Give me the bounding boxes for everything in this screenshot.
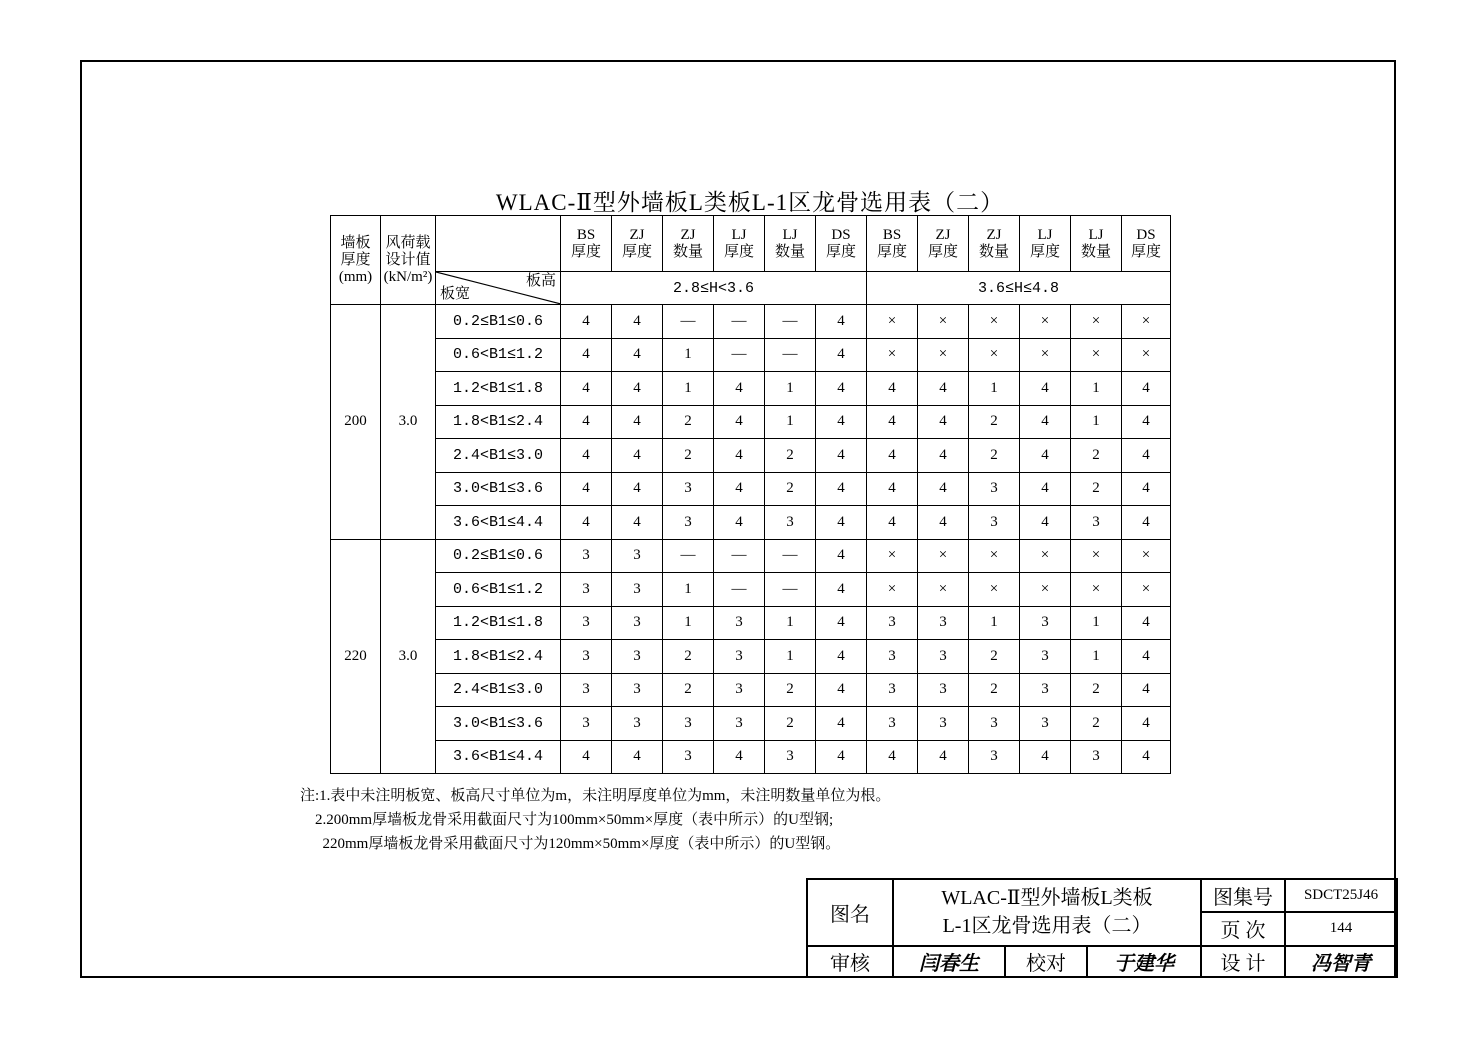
value-cell: 3 bbox=[612, 573, 663, 607]
value-cell: 4 bbox=[816, 606, 867, 640]
value-cell: 3 bbox=[612, 606, 663, 640]
value-cell: 4 bbox=[816, 740, 867, 774]
value-cell: 4 bbox=[714, 372, 765, 406]
width-range-cell: 0.6<B1≤1.2 bbox=[436, 573, 561, 607]
value-cell: 4 bbox=[918, 472, 969, 506]
value-cell: × bbox=[1122, 539, 1171, 573]
check-label: 校对 bbox=[1005, 946, 1087, 977]
value-cell: 3 bbox=[1071, 506, 1122, 540]
value-cell: 4 bbox=[1122, 673, 1171, 707]
value-cell: 4 bbox=[1020, 740, 1071, 774]
value-cell: 4 bbox=[714, 405, 765, 439]
table-row bbox=[331, 573, 1171, 607]
title-block bbox=[806, 878, 1398, 978]
table-row bbox=[331, 707, 1171, 741]
column-header: BS 厚度 bbox=[867, 216, 918, 272]
table-row bbox=[331, 439, 1171, 473]
value-cell: — bbox=[663, 539, 714, 573]
note-line: 注:1.表中未注明板宽、板高尺寸单位为m，未注明厚度单位为mm，未注明数量单位为根。 bbox=[300, 788, 891, 804]
value-cell: 1 bbox=[765, 372, 816, 406]
value-cell: 4 bbox=[816, 405, 867, 439]
value-cell: 4 bbox=[1020, 506, 1071, 540]
value-cell: 4 bbox=[1122, 405, 1171, 439]
value-cell: 2 bbox=[663, 673, 714, 707]
value-cell: 3 bbox=[969, 740, 1020, 774]
width-range-cell: 1.2<B1≤1.8 bbox=[436, 606, 561, 640]
note-line: 2.200mm厚墙板龙骨采用截面尺寸为100mm×50mm×厚度（表中所示）的U型钢; bbox=[300, 812, 834, 828]
value-cell: 3 bbox=[918, 606, 969, 640]
width-range-cell: 3.0<B1≤3.6 bbox=[436, 472, 561, 506]
column-header: ZJ 数量 bbox=[663, 216, 714, 272]
table-row bbox=[331, 472, 1171, 506]
value-cell: — bbox=[765, 539, 816, 573]
value-cell: 4 bbox=[1122, 439, 1171, 473]
value-cell: 3 bbox=[561, 673, 612, 707]
atlas-no-label: 图集号 bbox=[1201, 879, 1285, 912]
value-cell: 3 bbox=[663, 506, 714, 540]
value-cell: 4 bbox=[1020, 472, 1071, 506]
value-cell: 4 bbox=[816, 305, 867, 339]
value-cell: 4 bbox=[1020, 405, 1071, 439]
value-cell: 4 bbox=[1020, 372, 1071, 406]
board-width-label: 板宽 bbox=[440, 286, 471, 302]
value-cell: 3 bbox=[561, 573, 612, 607]
value-cell: 4 bbox=[816, 539, 867, 573]
wall-thickness-header: 墙板 厚度 (mm) bbox=[331, 216, 381, 305]
value-cell: 4 bbox=[816, 673, 867, 707]
value-cell: 1 bbox=[765, 405, 816, 439]
value-cell: 3 bbox=[663, 472, 714, 506]
value-cell: × bbox=[867, 305, 918, 339]
wall-thickness-cell: 220 bbox=[331, 539, 381, 774]
value-cell: × bbox=[1071, 539, 1122, 573]
value-cell: × bbox=[1122, 305, 1171, 339]
value-cell: 4 bbox=[918, 372, 969, 406]
value-cell: 1 bbox=[969, 372, 1020, 406]
value-cell: 4 bbox=[1122, 740, 1171, 774]
width-range-cell: 1.8<B1≤2.4 bbox=[436, 405, 561, 439]
value-cell: 4 bbox=[714, 506, 765, 540]
value-cell: 1 bbox=[1071, 640, 1122, 674]
value-cell: 4 bbox=[612, 740, 663, 774]
value-cell: 4 bbox=[918, 439, 969, 473]
value-cell: 4 bbox=[816, 707, 867, 741]
width-range-cell: 3.6<B1≤4.4 bbox=[436, 740, 561, 774]
wind-load-header: 风荷载 设计值 (kN/m²) bbox=[381, 216, 436, 305]
value-cell: × bbox=[969, 338, 1020, 372]
value-cell: — bbox=[714, 539, 765, 573]
value-cell: × bbox=[1020, 338, 1071, 372]
value-cell: 2 bbox=[1071, 673, 1122, 707]
value-cell: × bbox=[918, 573, 969, 607]
value-cell: 4 bbox=[816, 372, 867, 406]
value-cell: 3 bbox=[612, 539, 663, 573]
value-cell: 2 bbox=[663, 405, 714, 439]
value-cell: 3 bbox=[714, 640, 765, 674]
value-cell: 3 bbox=[918, 707, 969, 741]
value-cell: × bbox=[1122, 573, 1171, 607]
value-cell: 4 bbox=[816, 573, 867, 607]
value-cell: 4 bbox=[816, 472, 867, 506]
width-range-cell: 3.6<B1≤4.4 bbox=[436, 506, 561, 540]
value-cell: 4 bbox=[1122, 506, 1171, 540]
value-cell: 3 bbox=[1071, 740, 1122, 774]
value-cell: 3 bbox=[612, 673, 663, 707]
value-cell: × bbox=[1020, 539, 1071, 573]
value-cell: × bbox=[867, 573, 918, 607]
page-number: 144 bbox=[1285, 912, 1397, 945]
value-cell: 3 bbox=[867, 640, 918, 674]
board-height-label: 板高 bbox=[525, 273, 556, 289]
value-cell: 3 bbox=[561, 640, 612, 674]
value-cell: 3 bbox=[969, 506, 1020, 540]
value-cell: 4 bbox=[714, 439, 765, 473]
page-label: 页 次 bbox=[1201, 912, 1285, 945]
column-header: LJ 数量 bbox=[1071, 216, 1122, 272]
value-cell: 1 bbox=[765, 606, 816, 640]
value-cell: 1 bbox=[663, 606, 714, 640]
value-cell: 4 bbox=[1122, 372, 1171, 406]
value-cell: × bbox=[969, 573, 1020, 607]
value-cell: 4 bbox=[867, 740, 918, 774]
value-cell: — bbox=[714, 305, 765, 339]
blank-header-cell bbox=[436, 216, 561, 272]
value-cell: 3 bbox=[969, 472, 1020, 506]
value-cell: — bbox=[765, 305, 816, 339]
value-cell: 4 bbox=[867, 372, 918, 406]
value-cell: 2 bbox=[969, 405, 1020, 439]
value-cell: 4 bbox=[714, 740, 765, 774]
value-cell: 3 bbox=[612, 640, 663, 674]
value-cell: 4 bbox=[612, 338, 663, 372]
column-header: DS 厚度 bbox=[816, 216, 867, 272]
value-cell: 2 bbox=[969, 673, 1020, 707]
height-range-low: 2.8≤H<3.6 bbox=[561, 272, 867, 305]
drawing-name-label: 图名 bbox=[807, 879, 893, 946]
value-cell: 4 bbox=[561, 305, 612, 339]
value-cell: 4 bbox=[612, 439, 663, 473]
value-cell: 1 bbox=[663, 372, 714, 406]
table-row bbox=[331, 405, 1171, 439]
column-header: BS 厚度 bbox=[561, 216, 612, 272]
value-cell: 1 bbox=[765, 640, 816, 674]
value-cell: 4 bbox=[816, 338, 867, 372]
wind-load-cell: 3.0 bbox=[381, 305, 436, 540]
value-cell: 4 bbox=[561, 338, 612, 372]
value-cell: 4 bbox=[816, 506, 867, 540]
value-cell: — bbox=[765, 573, 816, 607]
table-row bbox=[331, 372, 1171, 406]
value-cell: × bbox=[1071, 573, 1122, 607]
value-cell: 3 bbox=[918, 673, 969, 707]
keel-selection-table bbox=[330, 215, 1171, 774]
width-range-cell: 0.2≤B1≤0.6 bbox=[436, 539, 561, 573]
value-cell: 1 bbox=[1071, 405, 1122, 439]
value-cell: 2 bbox=[765, 707, 816, 741]
value-cell: 4 bbox=[1020, 439, 1071, 473]
value-cell: 3 bbox=[714, 707, 765, 741]
width-range-cell: 2.4<B1≤3.0 bbox=[436, 673, 561, 707]
column-header: DS 厚度 bbox=[1122, 216, 1171, 272]
value-cell: 3 bbox=[867, 673, 918, 707]
value-cell: — bbox=[663, 305, 714, 339]
value-cell: 3 bbox=[663, 707, 714, 741]
width-range-cell: 2.4<B1≤3.0 bbox=[436, 439, 561, 473]
value-cell: — bbox=[714, 573, 765, 607]
height-range-high: 3.6≤H≤4.8 bbox=[867, 272, 1171, 305]
table-row bbox=[331, 606, 1171, 640]
value-cell: 4 bbox=[612, 372, 663, 406]
value-cell: 4 bbox=[612, 405, 663, 439]
value-cell: 3 bbox=[1020, 606, 1071, 640]
table-row bbox=[331, 338, 1171, 372]
value-cell: 4 bbox=[561, 372, 612, 406]
table-row bbox=[331, 539, 1171, 573]
width-range-cell: 1.8<B1≤2.4 bbox=[436, 640, 561, 674]
atlas-no: SDCT25J46 bbox=[1285, 879, 1397, 912]
value-cell: 2 bbox=[969, 439, 1020, 473]
value-cell: 3 bbox=[918, 640, 969, 674]
table-row bbox=[331, 640, 1171, 674]
value-cell: 4 bbox=[867, 405, 918, 439]
value-cell: 2 bbox=[765, 439, 816, 473]
column-header: ZJ 数量 bbox=[969, 216, 1020, 272]
value-cell: 3 bbox=[765, 506, 816, 540]
width-range-cell: 0.2≤B1≤0.6 bbox=[436, 305, 561, 339]
table-row bbox=[331, 305, 1171, 339]
value-cell: 2 bbox=[1071, 472, 1122, 506]
value-cell: × bbox=[1020, 305, 1071, 339]
value-cell: 3 bbox=[714, 606, 765, 640]
value-cell: 4 bbox=[561, 472, 612, 506]
value-cell: × bbox=[1122, 338, 1171, 372]
value-cell: 3 bbox=[561, 606, 612, 640]
value-cell: × bbox=[867, 338, 918, 372]
value-cell: 4 bbox=[561, 506, 612, 540]
value-cell: 3 bbox=[1020, 707, 1071, 741]
width-range-cell: 3.0<B1≤3.6 bbox=[436, 707, 561, 741]
value-cell: 4 bbox=[1122, 472, 1171, 506]
value-cell: × bbox=[918, 338, 969, 372]
wall-thickness-cell: 200 bbox=[331, 305, 381, 540]
value-cell: 4 bbox=[816, 439, 867, 473]
value-cell: 3 bbox=[969, 707, 1020, 741]
value-cell: 4 bbox=[918, 506, 969, 540]
value-cell: 3 bbox=[561, 707, 612, 741]
value-cell: 4 bbox=[816, 640, 867, 674]
notes bbox=[300, 784, 890, 856]
value-cell: × bbox=[867, 539, 918, 573]
value-cell: 3 bbox=[663, 740, 714, 774]
table-row bbox=[331, 740, 1171, 774]
drawing-name: WLAC-Ⅱ型外墙板L类板 L-1区龙骨选用表（二） bbox=[893, 879, 1201, 946]
column-header: LJ 厚度 bbox=[714, 216, 765, 272]
value-cell: 1 bbox=[969, 606, 1020, 640]
width-range-cell: 1.2<B1≤1.8 bbox=[436, 372, 561, 406]
value-cell: 4 bbox=[867, 472, 918, 506]
value-cell: 2 bbox=[663, 439, 714, 473]
note-line: 220mm厚墙板龙骨采用截面尺寸为120mm×50mm×厚度（表中所示）的U型钢。 bbox=[300, 836, 841, 852]
value-cell: — bbox=[714, 338, 765, 372]
value-cell: 4 bbox=[612, 472, 663, 506]
table-row bbox=[331, 673, 1171, 707]
value-cell: 1 bbox=[1071, 372, 1122, 406]
design-signature: 冯智青 bbox=[1285, 946, 1397, 977]
review-label: 审核 bbox=[807, 946, 893, 977]
column-header: ZJ 厚度 bbox=[612, 216, 663, 272]
value-cell: 4 bbox=[867, 439, 918, 473]
value-cell: × bbox=[969, 539, 1020, 573]
value-cell: 4 bbox=[561, 740, 612, 774]
table-title: WLAC-Ⅱ型外墙板L类板L-1区龙骨选用表（二） bbox=[495, 190, 1005, 215]
value-cell: 4 bbox=[561, 439, 612, 473]
value-cell: 3 bbox=[714, 673, 765, 707]
value-cell: 1 bbox=[663, 573, 714, 607]
value-cell: 4 bbox=[612, 506, 663, 540]
value-cell: 4 bbox=[561, 405, 612, 439]
value-cell: × bbox=[1071, 338, 1122, 372]
value-cell: 4 bbox=[612, 305, 663, 339]
value-cell: 3 bbox=[1020, 640, 1071, 674]
value-cell: 2 bbox=[765, 472, 816, 506]
table-row bbox=[331, 506, 1171, 540]
column-header: LJ 数量 bbox=[765, 216, 816, 272]
value-cell: 1 bbox=[663, 338, 714, 372]
check-signature: 于建华 bbox=[1087, 946, 1201, 977]
value-cell: × bbox=[1071, 305, 1122, 339]
column-header: ZJ 厚度 bbox=[918, 216, 969, 272]
value-cell: 2 bbox=[765, 673, 816, 707]
value-cell: 4 bbox=[1122, 640, 1171, 674]
value-cell: — bbox=[765, 338, 816, 372]
value-cell: 2 bbox=[1071, 439, 1122, 473]
value-cell: 3 bbox=[561, 539, 612, 573]
value-cell: 2 bbox=[969, 640, 1020, 674]
value-cell: 4 bbox=[1122, 707, 1171, 741]
value-cell: 4 bbox=[1122, 606, 1171, 640]
value-cell: 2 bbox=[663, 640, 714, 674]
value-cell: 2 bbox=[1071, 707, 1122, 741]
diagonal-header-cell bbox=[436, 272, 561, 305]
value-cell: × bbox=[969, 305, 1020, 339]
value-cell: × bbox=[918, 305, 969, 339]
column-header: LJ 厚度 bbox=[1020, 216, 1071, 272]
value-cell: 4 bbox=[918, 405, 969, 439]
value-cell: 3 bbox=[612, 707, 663, 741]
review-signature: 闫春生 bbox=[893, 946, 1005, 977]
width-range-cell: 0.6<B1≤1.2 bbox=[436, 338, 561, 372]
value-cell: 4 bbox=[918, 740, 969, 774]
wind-load-cell: 3.0 bbox=[381, 539, 436, 774]
design-label: 设 计 bbox=[1201, 946, 1285, 977]
value-cell: × bbox=[918, 539, 969, 573]
value-cell: 4 bbox=[714, 472, 765, 506]
value-cell: × bbox=[1020, 573, 1071, 607]
value-cell: 3 bbox=[867, 606, 918, 640]
value-cell: 3 bbox=[1020, 673, 1071, 707]
value-cell: 4 bbox=[867, 506, 918, 540]
value-cell: 1 bbox=[1071, 606, 1122, 640]
value-cell: 3 bbox=[867, 707, 918, 741]
value-cell: 3 bbox=[765, 740, 816, 774]
